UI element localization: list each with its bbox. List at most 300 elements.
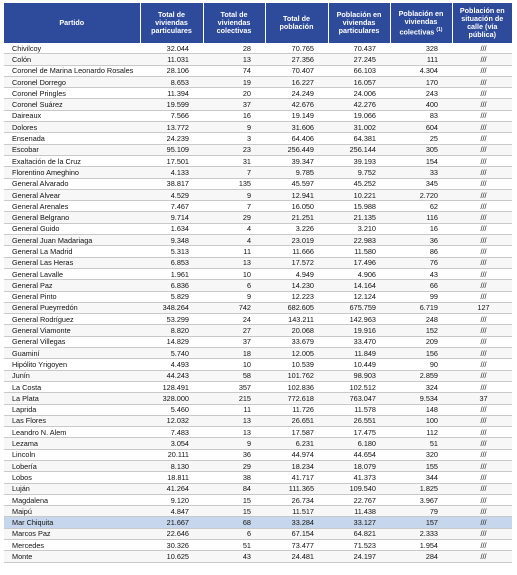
cell-partido: General Lavalle [4,268,140,279]
cell-value: 70.407 [265,65,328,76]
cell-value: /// [452,325,512,336]
header-total-poblacion: Total de población [265,3,328,43]
table-row [4,314,512,325]
header-total-viviendas-colectivas: Total de viviendas colectivas [203,3,265,43]
cell-value: 9.714 [140,212,203,223]
cell-partido: La Plata [4,393,140,404]
cell-value: 98.903 [328,370,390,381]
cell-partido: Guaminí [4,348,140,359]
cell-value: 209 [390,336,452,347]
table-row [4,472,512,483]
cell-partido: Florentino Ameghino [4,167,140,178]
cell-value: /// [452,257,512,268]
cell-value: 68 [203,517,265,528]
table-row [4,189,512,200]
cell-value: 27.356 [265,54,328,65]
cell-value: 344 [390,472,452,483]
cell-value: 6 [203,528,265,539]
cell-value: 4.906 [328,268,390,279]
table-row [4,122,512,133]
cell-value: 4.304 [390,65,452,76]
cell-partido: Coronel de Marina Leonardo Rosales [4,65,140,76]
cell-value: 58 [203,370,265,381]
population-table [4,3,512,563]
cell-value: 36 [390,235,452,246]
cell-value: 284 [390,551,452,562]
cell-value: 155 [390,460,452,471]
cell-value: 127 [452,302,512,313]
table-row [4,551,512,562]
cell-value: /// [452,404,512,415]
cell-value: /// [452,246,512,257]
cell-value: 16.057 [328,76,390,87]
cell-value: 16.227 [265,76,328,87]
cell-value: 42.276 [328,99,390,110]
cell-partido: Las Flores [4,415,140,426]
cell-value: /// [452,472,512,483]
cell-value: 38.817 [140,178,203,189]
cell-partido: La Costa [4,381,140,392]
cell-value: 22.767 [328,494,390,505]
cell-partido: Lobería [4,460,140,471]
cell-partido: Marcos Paz [4,528,140,539]
cell-value: 64.406 [265,133,328,144]
cell-partido: Lezama [4,438,140,449]
cell-value: /// [452,427,512,438]
table-row [4,438,512,449]
cell-partido: Dolores [4,122,140,133]
cell-value: 8.130 [140,460,203,471]
cell-value: 20.111 [140,449,203,460]
table-row [4,460,512,471]
cell-value: 37 [203,336,265,347]
cell-value: /// [452,483,512,494]
cell-value: 17.475 [328,427,390,438]
cell-value: 128.491 [140,381,203,392]
cell-value: 4.847 [140,506,203,517]
cell-value: 42.676 [265,99,328,110]
cell-partido: Monte [4,551,140,562]
cell-value: /// [452,268,512,279]
cell-value: 13.772 [140,122,203,133]
cell-value: 8.653 [140,76,203,87]
cell-value: 18 [203,348,265,359]
cell-value: 11.580 [328,246,390,257]
header-situacion-calle: Población en situación de calle (vía pública) [452,3,512,43]
cell-value: /// [452,178,512,189]
cell-value: 12.005 [265,348,328,359]
cell-value: 27.245 [328,54,390,65]
cell-value: 156 [390,348,452,359]
cell-partido: Maipú [4,506,140,517]
cell-partido: General Alvear [4,189,140,200]
cell-value: 33.127 [328,517,390,528]
cell-partido: General Rodríguez [4,314,140,325]
header-row [4,3,512,43]
cell-value: 30.326 [140,540,203,551]
cell-value: /// [452,43,512,54]
cell-value: 4.493 [140,359,203,370]
cell-value: 256.449 [265,144,328,155]
table-row [4,404,512,415]
cell-value: 9.120 [140,494,203,505]
cell-value: 24.197 [328,551,390,562]
cell-value: 675.759 [328,302,390,313]
cell-value: 9.534 [390,393,452,404]
cell-value: 33 [390,167,452,178]
cell-value: /// [452,517,512,528]
cell-value: 111.365 [265,483,328,494]
cell-value: 31 [203,155,265,166]
cell-partido: Coronel Dorrego [4,76,140,87]
cell-value: /// [452,348,512,359]
cell-value: 43 [203,551,265,562]
table-row [4,201,512,212]
cell-value: 44.654 [328,449,390,460]
cell-partido: Junín [4,370,140,381]
cell-value: 18.811 [140,472,203,483]
header-partido: Partido [4,3,140,43]
cell-value: 44.243 [140,370,203,381]
table-row [4,65,512,76]
cell-value: 4.529 [140,189,203,200]
cell-value: 20 [203,88,265,99]
cell-value: 1.634 [140,223,203,234]
cell-value: /// [452,291,512,302]
cell-value: 400 [390,99,452,110]
cell-partido: Hipólito Yrigoyen [4,359,140,370]
cell-value: /// [452,76,512,87]
cell-value: 102.512 [328,381,390,392]
cell-value: 11.849 [328,348,390,359]
cell-value: 71.523 [328,540,390,551]
cell-partido: General Guido [4,223,140,234]
cell-value: 682.605 [265,302,328,313]
cell-value: 10 [203,359,265,370]
cell-value: 15.988 [328,201,390,212]
cell-value: /// [452,110,512,121]
cell-partido: General La Madrid [4,246,140,257]
cell-value: 112 [390,427,452,438]
cell-value: 12.124 [328,291,390,302]
cell-value: 3.226 [265,223,328,234]
cell-value: 170 [390,76,452,87]
table-row [4,393,512,404]
cell-partido: General Juan Madariaga [4,235,140,246]
table-row [4,268,512,279]
cell-partido: General Arenales [4,201,140,212]
cell-value: 16 [203,110,265,121]
cell-value: 62 [390,201,452,212]
cell-value: 31.002 [328,122,390,133]
cell-value: 7.483 [140,427,203,438]
table-row [4,348,512,359]
table-row [4,167,512,178]
table-row [4,506,512,517]
cell-value: 67.154 [265,528,328,539]
cell-value: 6.836 [140,280,203,291]
cell-partido: Mercedes [4,540,140,551]
cell-value: 70.765 [265,43,328,54]
cell-value: 6.180 [328,438,390,449]
table-row [4,88,512,99]
cell-value: 148 [390,404,452,415]
cell-value: 320 [390,449,452,460]
cell-value: /// [452,235,512,246]
cell-value: 17.496 [328,257,390,268]
cell-value: 19.066 [328,110,390,121]
cell-partido: General Viamonte [4,325,140,336]
cell-value: 2.333 [390,528,452,539]
cell-value: 28.106 [140,65,203,76]
cell-value: 21.251 [265,212,328,223]
table-row [4,449,512,460]
table-row [4,302,512,313]
cell-value: 328.000 [140,393,203,404]
cell-partido: Laprida [4,404,140,415]
cell-value: 37 [452,393,512,404]
cell-value: 4 [203,223,265,234]
cell-value: 3.210 [328,223,390,234]
cell-value: 21.667 [140,517,203,528]
cell-partido: General Villegas [4,336,140,347]
cell-value: 84 [203,483,265,494]
cell-value: 26.651 [265,415,328,426]
cell-value: 357 [203,381,265,392]
cell-value: 24.239 [140,133,203,144]
cell-value: 53.299 [140,314,203,325]
cell-value: 6 [203,280,265,291]
cell-value: /// [452,54,512,65]
cell-value: /// [452,122,512,133]
cell-value: 5.313 [140,246,203,257]
cell-value: /// [452,449,512,460]
cell-value: 21.135 [328,212,390,223]
cell-value: /// [452,133,512,144]
cell-value: 95.109 [140,144,203,155]
cell-value: 51 [390,438,452,449]
cell-value: /// [452,189,512,200]
cell-value: 5.740 [140,348,203,359]
cell-value: 12.032 [140,415,203,426]
cell-value: 24.481 [265,551,328,562]
table-row [4,235,512,246]
cell-value: 116 [390,212,452,223]
cell-value: 17.501 [140,155,203,166]
cell-value: 22.646 [140,528,203,539]
cell-partido: Daireaux [4,110,140,121]
cell-value: 142.963 [328,314,390,325]
cell-value: /// [452,65,512,76]
cell-value: 19 [203,76,265,87]
table-row [4,76,512,87]
cell-value: 12.941 [265,189,328,200]
cell-partido: Chivilcoy [4,43,140,54]
cell-value: 9.348 [140,235,203,246]
cell-value: 10 [203,268,265,279]
cell-value: 10.625 [140,551,203,562]
cell-value: 604 [390,122,452,133]
cell-value: 763.047 [328,393,390,404]
cell-value: 28 [203,43,265,54]
cell-value: 39.193 [328,155,390,166]
cell-value: /// [452,336,512,347]
cell-value: /// [452,212,512,223]
cell-value: 9.752 [328,167,390,178]
cell-value: /// [452,551,512,562]
table-row [4,223,512,234]
table-row [4,257,512,268]
cell-value: 324 [390,381,452,392]
cell-value: 154 [390,155,452,166]
cell-partido: Mar Chiquita [4,517,140,528]
table-row [4,54,512,65]
cell-value: 12.223 [265,291,328,302]
cell-value: 36 [203,449,265,460]
cell-value: 135 [203,178,265,189]
header-poblacion-colectivas: Población en viviendas colectivas $^{(1)}$ [390,3,452,43]
cell-partido: General Las Heras [4,257,140,268]
cell-value: /// [452,540,512,551]
cell-value: 6.853 [140,257,203,268]
cell-value: 11.031 [140,54,203,65]
cell-value: 44.974 [265,449,328,460]
table-row [4,427,512,438]
cell-value: 41.373 [328,472,390,483]
cell-value: 19.149 [265,110,328,121]
cell-value: 10.221 [328,189,390,200]
cell-value: 9 [203,189,265,200]
cell-value: 25 [390,133,452,144]
cell-value: /// [452,167,512,178]
table-row [4,528,512,539]
cell-value: 74 [203,65,265,76]
cell-value: 1.954 [390,540,452,551]
cell-value: 41.264 [140,483,203,494]
cell-value: 7 [203,201,265,212]
cell-value: 11.438 [328,506,390,517]
cell-value: 11 [203,404,265,415]
cell-value: 99 [390,291,452,302]
cell-value: /// [452,381,512,392]
cell-partido: Escobar [4,144,140,155]
cell-value: /// [452,144,512,155]
cell-value: 41.717 [265,472,328,483]
table-row [4,144,512,155]
cell-value: 7.566 [140,110,203,121]
cell-value: 16 [390,223,452,234]
cell-value: 6.719 [390,302,452,313]
cell-partido: Coronel Suárez [4,99,140,110]
header-total-viviendas-particulares: Total de viviendas particulares [140,3,203,43]
cell-value: 22.983 [328,235,390,246]
cell-value: 29 [203,212,265,223]
cell-value: 4.133 [140,167,203,178]
cell-value: 2.720 [390,189,452,200]
cell-value: 772.618 [265,393,328,404]
cell-value: 43 [390,268,452,279]
cell-value: 4 [203,235,265,246]
cell-value: /// [452,88,512,99]
cell-value: 109.540 [328,483,390,494]
cell-partido: Leandro N. Alem [4,427,140,438]
cell-value: 14.164 [328,280,390,291]
cell-value: 33.284 [265,517,328,528]
table-row [4,246,512,257]
cell-value: 15 [203,494,265,505]
table-row [4,370,512,381]
cell-value: 248 [390,314,452,325]
table-row [4,517,512,528]
cell-value: 70.437 [328,43,390,54]
cell-value: 11.666 [265,246,328,257]
cell-value: 14.230 [265,280,328,291]
cell-value: 9 [203,438,265,449]
table-row [4,280,512,291]
cell-value: 2.859 [390,370,452,381]
cell-value: 33.679 [265,336,328,347]
table-row [4,133,512,144]
table-row [4,359,512,370]
cell-value: 5.829 [140,291,203,302]
cell-value: 51 [203,540,265,551]
cell-value: /// [452,370,512,381]
cell-value: 742 [203,302,265,313]
cell-partido: Colón [4,54,140,65]
table-row [4,155,512,166]
cell-value: /// [452,506,512,517]
cell-value: /// [452,280,512,291]
cell-value: 243 [390,88,452,99]
cell-value: 13 [203,427,265,438]
table-row [4,212,512,223]
cell-value: /// [452,359,512,370]
table-body [4,43,512,562]
cell-value: 64.381 [328,133,390,144]
cell-value: /// [452,223,512,234]
cell-value: 20.068 [265,325,328,336]
cell-value: 39.347 [265,155,328,166]
cell-partido: Luján [4,483,140,494]
cell-value: 23 [203,144,265,155]
cell-value: 4.949 [265,268,328,279]
cell-partido: Lincoln [4,449,140,460]
cell-value: 32.044 [140,43,203,54]
cell-value: 7 [203,167,265,178]
cell-value: 24.249 [265,88,328,99]
table-row [4,381,512,392]
cell-partido: General Alvarado [4,178,140,189]
cell-value: 11.726 [265,404,328,415]
cell-value: 66.103 [328,65,390,76]
cell-value: 15 [203,506,265,517]
table-row [4,178,512,189]
cell-value: 79 [390,506,452,517]
cell-value: 157 [390,517,452,528]
cell-value: 83 [390,110,452,121]
cell-value: 3.967 [390,494,452,505]
cell-value: 9.785 [265,167,328,178]
cell-value: 9 [203,291,265,302]
cell-value: 37 [203,99,265,110]
header-footnote-marker: (1) [436,26,443,33]
cell-value: 11.578 [328,404,390,415]
cell-value: 152 [390,325,452,336]
cell-partido: General Pueyrredón [4,302,140,313]
cell-value: 24 [203,314,265,325]
cell-value: 66 [390,280,452,291]
cell-value: 328 [390,43,452,54]
